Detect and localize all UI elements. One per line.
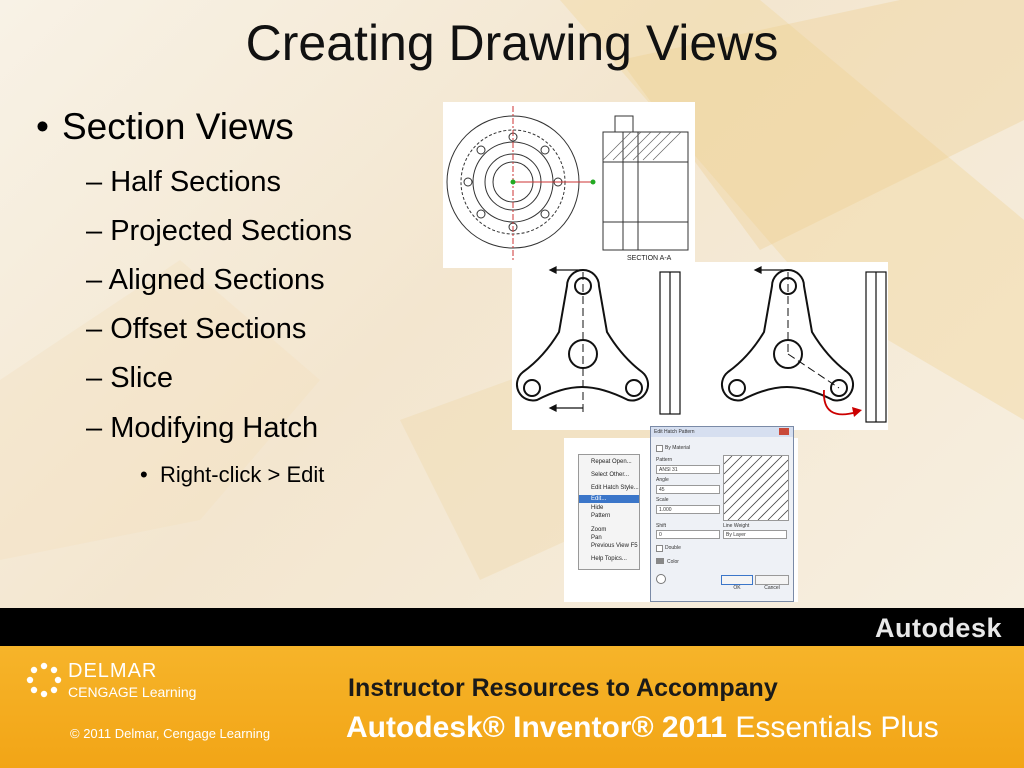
menu-item-edit-hatch-style[interactable]: Edit Hatch Style...	[591, 485, 639, 491]
lineweight-value: By Layer	[726, 532, 746, 538]
bullet-section-views	[36, 106, 294, 148]
bullet-label: Section Views	[62, 106, 294, 147]
sub-bullet-label: Half Sections	[110, 166, 282, 198]
scale-label: Scale	[656, 497, 669, 503]
product-title-bold: Autodesk® Inventor® 2011	[346, 711, 727, 744]
figure-edit-hatch	[564, 429, 798, 602]
sub-sub-bullet-right-click	[140, 462, 324, 488]
pattern-value: ANSI 31	[659, 467, 678, 473]
delmar-logo-icon	[24, 660, 64, 700]
ok-button[interactable]	[721, 575, 753, 591]
menu-item-repeat-open[interactable]: Repeat Open...	[591, 459, 632, 465]
edit-hatch-dialog	[650, 426, 794, 602]
angle-input[interactable]	[656, 485, 720, 494]
menu-item-previous-view[interactable]: Previous View F5	[591, 543, 638, 549]
sub-bullet-label: Offset Sections	[110, 313, 307, 345]
menu-item-pattern[interactable]: Pattern	[591, 513, 611, 519]
autodesk-logo: Autodesk	[874, 613, 1002, 643]
menu-item-zoom[interactable]: Zoom	[591, 527, 607, 533]
menu-highlight	[579, 495, 639, 503]
sub-bullet-label: Slice	[110, 362, 174, 394]
menu-item-edit[interactable]: Edit...	[591, 496, 607, 502]
figure-half-section	[443, 102, 695, 268]
bullet-marker: •	[36, 106, 49, 147]
sub-bullet-marker: –	[86, 412, 103, 444]
cancel-label: Cancel	[764, 585, 780, 591]
scale-value: 1.000	[659, 507, 672, 513]
menu-item-select-other[interactable]: Select Other...	[591, 472, 630, 478]
color-swatch-icon[interactable]	[656, 558, 664, 564]
sub-bullet-marker: –	[86, 215, 103, 247]
help-icon[interactable]	[656, 574, 666, 584]
lineweight-select[interactable]	[723, 530, 787, 539]
ok-label: OK	[733, 585, 741, 591]
double-label: Double	[665, 545, 681, 551]
shift-input[interactable]	[656, 530, 720, 539]
sub-bullet-marker: –	[86, 264, 103, 296]
sub-bullet-modifying-hatch	[86, 412, 318, 445]
publisher-name: DELMAR	[68, 660, 158, 682]
double-checkbox[interactable]	[656, 545, 663, 552]
menu-item-hide[interactable]: Hide	[591, 505, 604, 511]
sub-bullet-label: Modifying Hatch	[110, 412, 319, 444]
sub-bullet-half-sections	[86, 166, 281, 199]
by-material-checkbox[interactable]	[656, 445, 663, 452]
sub-bullet-marker: –	[86, 166, 103, 198]
footer-black-bar	[0, 608, 1024, 646]
sub-bullet-marker: –	[86, 362, 103, 394]
slide-title: Creating Drawing Views	[245, 15, 779, 71]
sub-sub-bullet-marker: •	[140, 462, 148, 487]
angle-value: 45	[659, 487, 665, 493]
sub-bullet-offset-sections	[86, 313, 306, 346]
product-title	[346, 711, 939, 745]
sub-bullet-aligned-sections	[86, 264, 325, 297]
menu-item-help-topics[interactable]: Help Topics...	[591, 556, 627, 562]
half-section-drawing	[443, 102, 695, 268]
pattern-select[interactable]	[656, 465, 720, 474]
figure-aligned-sections	[512, 262, 888, 430]
section-caption-1: SECTION A-A	[627, 255, 672, 262]
dialog-title: Edit Hatch Pattern	[654, 429, 695, 435]
sub-bullet-marker: –	[86, 313, 103, 345]
pattern-label: Pattern	[656, 457, 673, 463]
by-material-label: By Material	[665, 445, 691, 451]
lineweight-label: Line Weight	[723, 523, 750, 529]
close-icon[interactable]	[779, 428, 789, 435]
color-label: Color	[667, 559, 679, 565]
cancel-button[interactable]	[755, 575, 789, 591]
sub-bullet-label: Aligned Sections	[108, 264, 325, 296]
sub-sub-bullet-label: Right-click > Edit	[159, 462, 325, 487]
scale-input[interactable]	[656, 505, 720, 514]
sub-bullet-slice	[86, 362, 173, 395]
context-menu	[578, 454, 640, 570]
shift-label: Shift	[656, 523, 667, 529]
menu-item-pan[interactable]: Pan	[591, 535, 602, 541]
hatch-preview-pattern	[724, 456, 788, 520]
angle-label: Angle	[656, 477, 669, 483]
shift-value: 0	[659, 532, 662, 538]
aligned-section-drawing	[512, 262, 888, 430]
product-title-light: Essentials Plus	[735, 711, 939, 744]
sub-bullet-projected-sections	[86, 215, 352, 248]
publisher-subtitle: CENGAGE Learning	[68, 684, 197, 700]
sub-bullet-label: Projected Sections	[110, 215, 353, 247]
copyright-text: © 2011 Delmar, Cengage Learning	[70, 726, 271, 741]
hatch-preview	[723, 455, 789, 521]
instructor-resources-text: Instructor Resources to Accompany	[348, 674, 778, 702]
